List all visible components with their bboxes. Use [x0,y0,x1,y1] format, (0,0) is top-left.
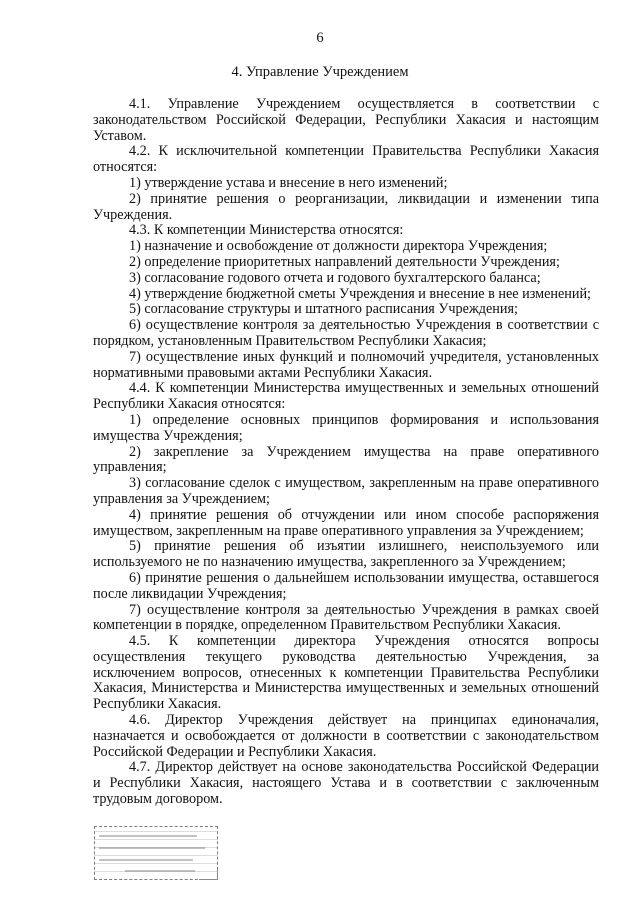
list-item: 1) утверждение устава и внесение в него изменений; [129,174,448,191]
paragraph-4-3: 4.3. К компетенции Министерства относятся: [129,222,404,239]
list-item: 1) назначение и освобождение от должности директора Учреждения; [129,238,548,255]
paragraph-4-4: 4.4. К компетенции Министерства имущественных и земельных отношений Республики Хакасия относятся: [93,380,599,413]
list-item: 3) согласование сделок с имуществом, закрепленным на праве оперативного управления за Учреждением; [93,475,599,507]
paragraph-4-5: 4.5. К компетенции директора Учреждения относятся вопросы осуществления текущего руководства деятельностью Учреждения, за исключением вопросов, отнесенных к компетенции Правительства Республики Хакасия, Министерства и Министерства имущественных и земельных отношений Республики Хакасия. [93,633,599,713]
list-item: 6) осуществление контроля за деятельностью Учреждения в соответствии с порядком, установленным Правительством Республики Хакасия; [93,317,599,349]
paragraph-4-1: 4.1. Управление Учреждением осуществляется в соответствии с законодательством Российской Федерации, Республики Хакасия и настоящим Уставом. [93,96,599,144]
list-item: 5) принятие решения об изъятии излишнего, неиспользуемого или используемого не по назначению имущества, закрепленного за Учреждением; [93,538,599,571]
list-item: 2) принятие решения о реорганизации, ликвидации и изменении типа Учреждения. [93,190,599,223]
list-item: 5) согласование структуры и штатного расписания Учреждения; [129,301,518,318]
list-item: 6) принятие решения о дальнейшем использовании имущества, оставшегося после ликвидации Учреждения; [93,569,599,602]
paragraph-4-2: 4.2. К исключительной компетенции Правительства Республики Хакасия относятся: [93,143,599,176]
document-body [93,97,599,808]
list-item: 4) утверждение бюджетной сметы Учреждения и внесение в нее изменений; [129,285,592,302]
list-item: 2) закрепление за Учреждением имущества на праве оперативного управления; [93,443,599,476]
stamp-image [94,826,218,880]
list-item: 1) определение основных принципов формирования и использования имущества Учреждения; [93,411,599,444]
paragraph-4-7: 4.7. Директор действует на основе законодательства Российской Федерации и Республики Хакасия, настоящего Устава и в соответствии с заключенным трудовым договором. [93,759,599,808]
list-item: 7) осуществление контроля за деятельностью Учреждения в рамках своей компетенции в порядке, определенном Правительством Республики Хакасия. [93,601,599,634]
paragraph-4-6: 4.6. Директор Учреждения действует на принципах единоначалия, назначается и освобождается от должности в соответствии с законодательством Российской Федерации и Республики Хакасия. [93,712,599,760]
list-item: 3) согласование годового отчета и годового бухгалтерского баланса; [129,269,541,286]
list-item: 4) принятие решения об отчуждении или ином способе распоряжения имуществом, закрепленным на праве оперативного управления за Учреждением; [93,506,599,539]
list-item: 7) осуществление иных функций и полномочий учредителя, установленных нормативными правовыми актами Республики Хакасия. [93,348,599,381]
page-number: 6 [316,30,324,46]
list-item: 2) определение приоритетных направлений деятельности Учреждения; [129,253,560,270]
section-title: 4. Управление Учреждением [231,64,409,80]
